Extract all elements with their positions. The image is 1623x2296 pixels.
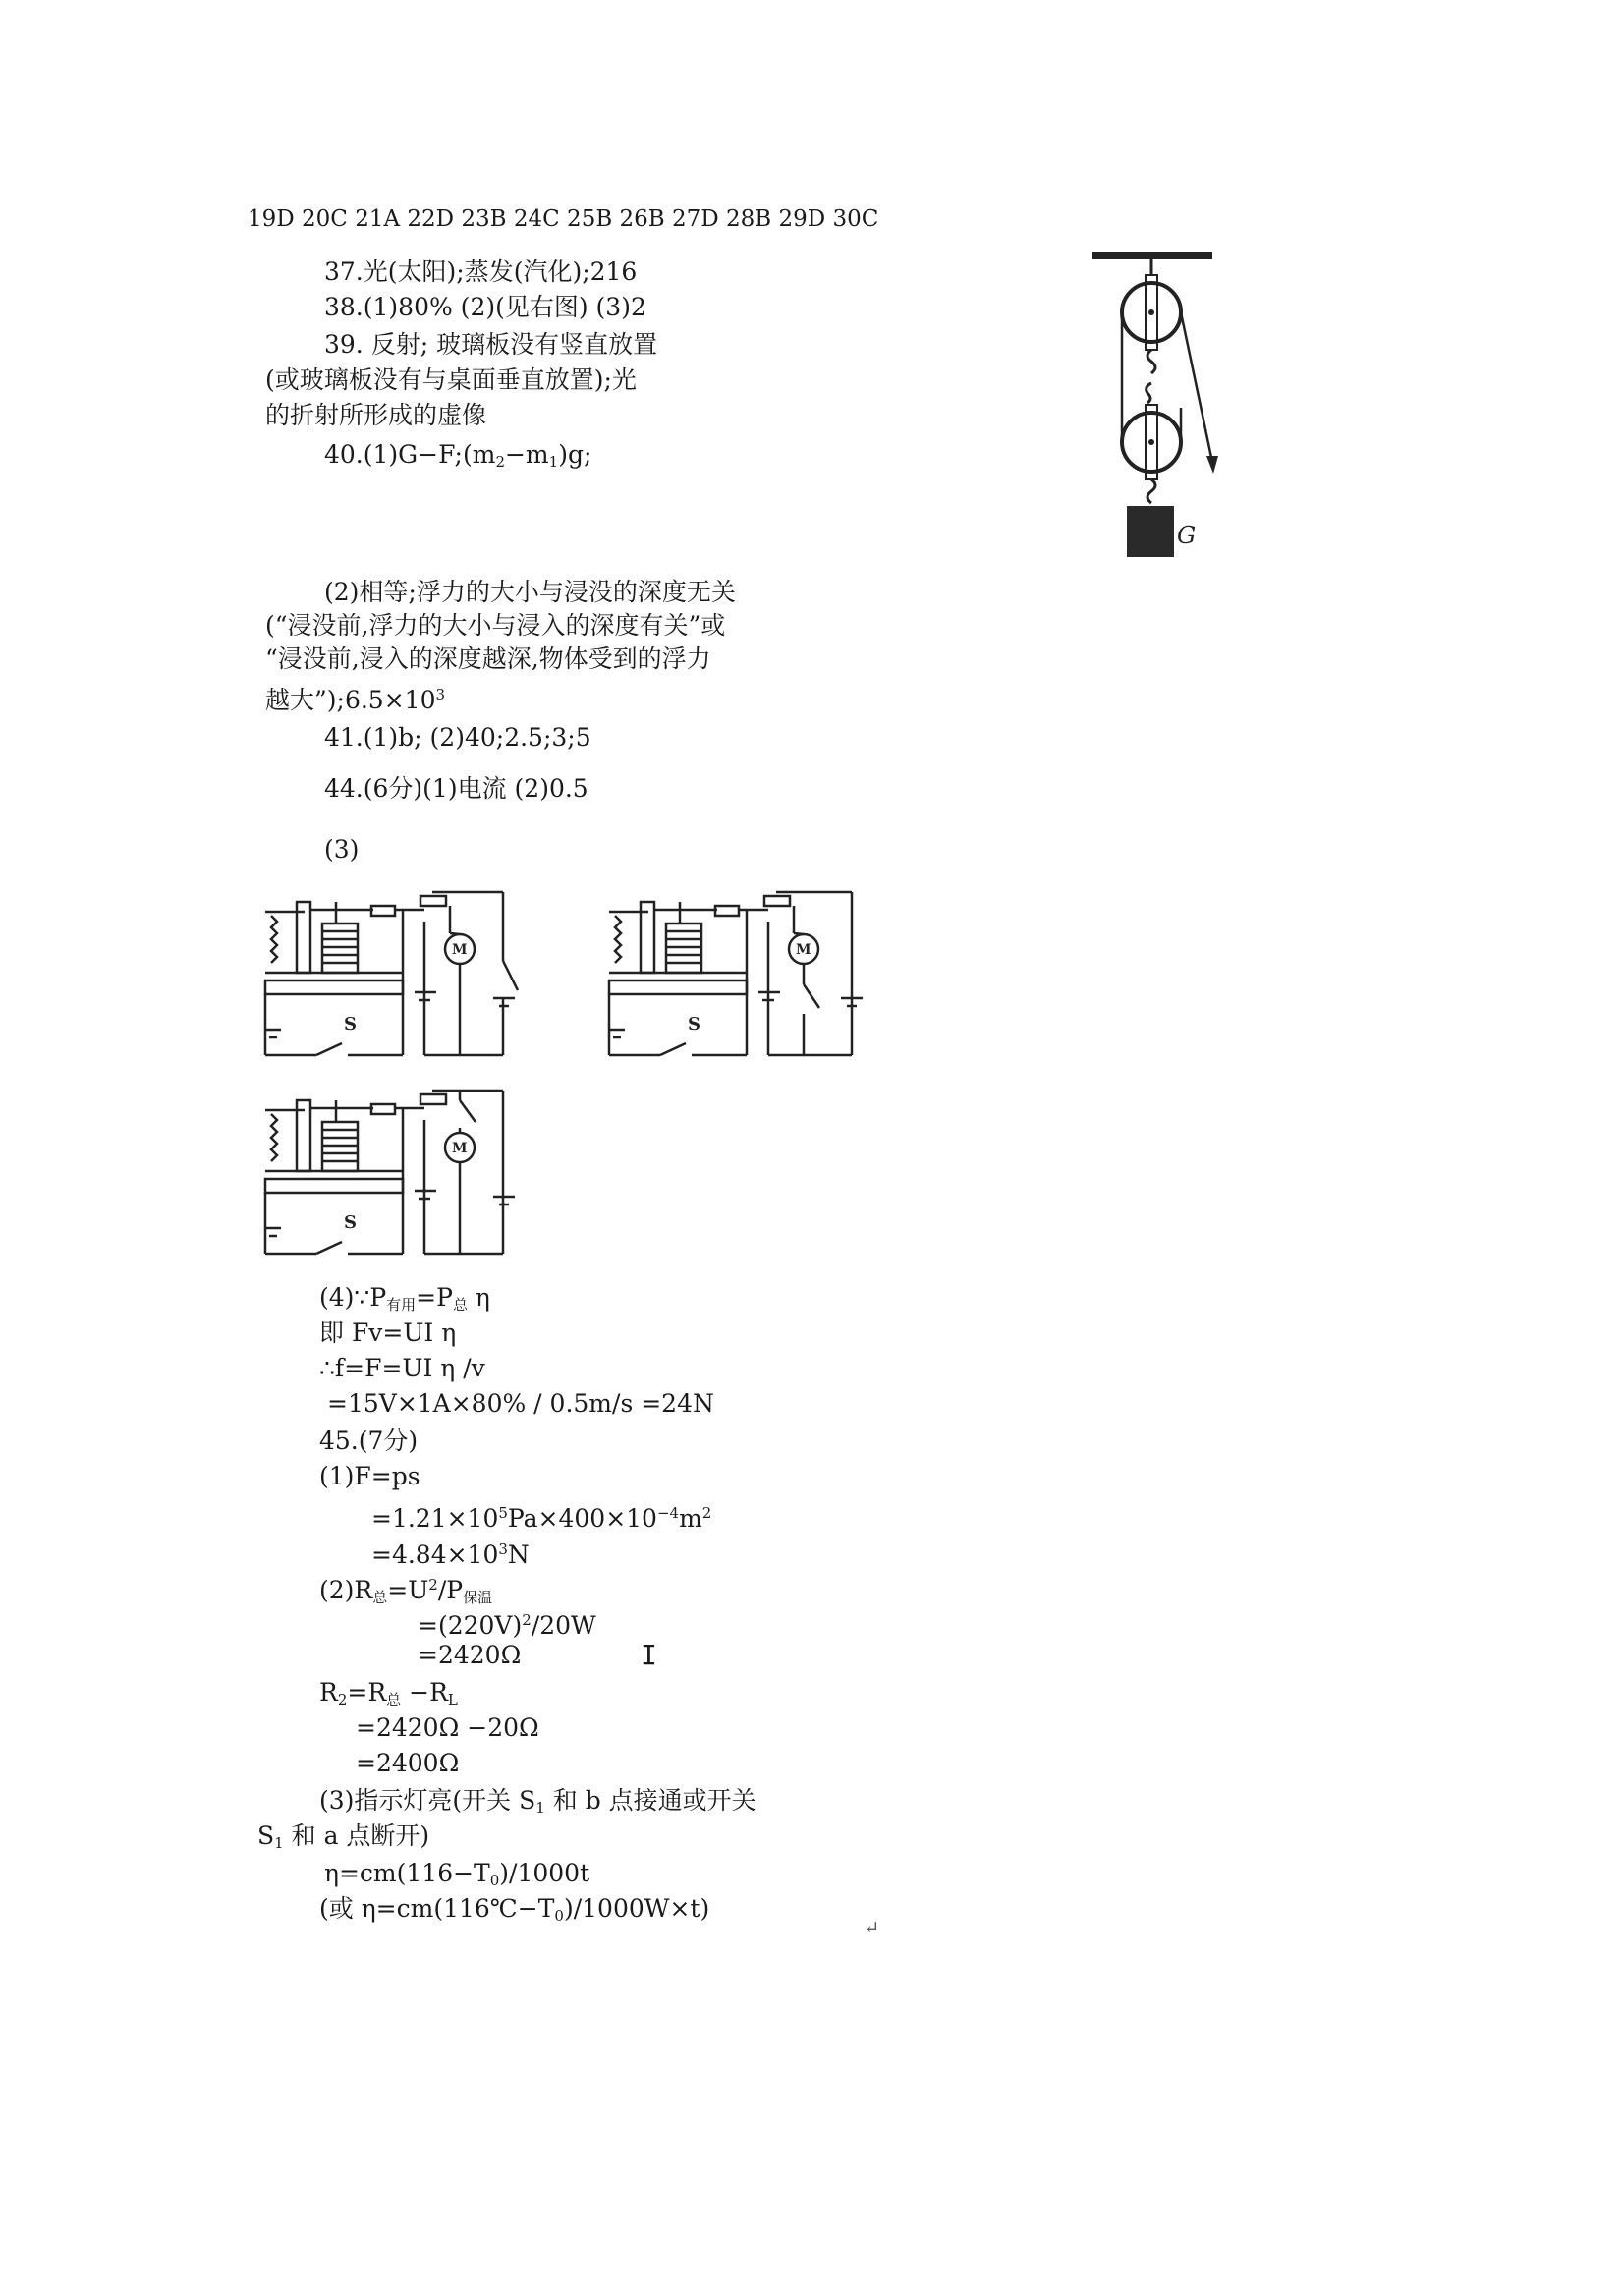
relay-circuit-2 (601, 882, 896, 1059)
motor-label: M (452, 942, 468, 958)
subscript: 0 (489, 1872, 500, 1889)
q45-part: (或 η=cm(116℃−T (319, 1894, 555, 1923)
q45-line1: (1)F=ps (319, 1462, 420, 1490)
q45-part: =4.84×10 (371, 1540, 499, 1569)
switch-label: S (344, 1212, 357, 1233)
ceiling-beam (1092, 252, 1212, 259)
superscript: 2 (701, 1504, 712, 1522)
subscript: 有用 (386, 1296, 417, 1314)
q44-line2: (3) (324, 835, 360, 864)
subscript: 2 (495, 453, 505, 471)
subscript: 1 (548, 453, 559, 471)
q40-line5 (265, 680, 445, 715)
q45-part: S (257, 1821, 275, 1850)
q45-part: (2)R (319, 1576, 373, 1604)
superscript: 5 (498, 1504, 508, 1522)
q44-part: (4)∵P (319, 1283, 387, 1312)
weight-block (1127, 506, 1174, 557)
q40-line2: (2)相等;浮力的大小与浸没的深度无关 (324, 578, 736, 606)
subscript: 2 (337, 1691, 348, 1708)
superscript: 3 (435, 686, 446, 703)
q45-part: m (679, 1504, 702, 1533)
superscript: 2 (428, 1576, 438, 1594)
q45-part: =R (347, 1678, 387, 1707)
return-mark: ↵ (865, 1918, 880, 1938)
q40-part: −m (504, 440, 549, 469)
q44-line4b: 即 Fv=UI η (319, 1318, 457, 1347)
switch-label: S (344, 1014, 357, 1035)
q41-answer: 41.(1)b; (2)40;2.5;3;5 (324, 723, 591, 752)
q45-part: Pa×400×10 (507, 1504, 657, 1533)
q44-line4c: ∴f=F=UI η /v (319, 1354, 485, 1382)
q45-line2 (371, 1498, 711, 1534)
pulley-figure (1081, 246, 1228, 570)
q45-part: =U (387, 1576, 429, 1604)
answers-line: 19D 20C 21A 22D 23B 24C 25B 26B 27D 28B 29D 30C (248, 206, 879, 232)
q45-part: −R (401, 1678, 448, 1707)
q45-line5 (418, 1605, 596, 1641)
q45-part: /P (437, 1576, 464, 1604)
q45-part: =(220V) (418, 1611, 523, 1640)
q44-line4a (319, 1283, 490, 1319)
q39-line3: 的折射所形成的虚像 (265, 401, 487, 429)
q45-part: η=cm(116−T (324, 1859, 490, 1887)
q45-part: 和 a 点断开) (283, 1821, 430, 1850)
q45-line10 (319, 1786, 756, 1822)
superscript: 2 (522, 1611, 532, 1629)
q45-part: /20W (531, 1611, 596, 1640)
text-cursor: I (641, 1639, 657, 1671)
motor-label: M (796, 942, 812, 958)
subscript: 保温 (463, 1589, 493, 1606)
q44-part: η (467, 1283, 490, 1312)
q45-part: N (507, 1540, 530, 1569)
q45-part: R (319, 1678, 338, 1707)
q39-line2: (或玻璃板没有与桌面垂直放置);光 (265, 365, 637, 394)
q44-part: =P (416, 1283, 453, 1312)
relay-circuit-1 (257, 882, 552, 1059)
q45-line7 (319, 1678, 458, 1714)
q45-line8: =2420Ω −20Ω (356, 1713, 539, 1742)
subscript: 总 (452, 1296, 468, 1314)
q45-part: (3)指示灯亮(开关 S (319, 1786, 536, 1815)
switch-label: S (688, 1014, 700, 1035)
subscript: 1 (274, 1834, 284, 1852)
q45-line13 (319, 1894, 709, 1931)
q37-answer: 37.光(太阳);蒸发(汽化);216 (324, 257, 638, 286)
q45-line11 (257, 1821, 429, 1858)
q45-part: )/1000t (499, 1859, 590, 1887)
q45-line9: =2400Ω (356, 1749, 460, 1777)
q39-line1: 39. 反射; 玻璃板没有竖直放置 (324, 330, 658, 359)
subscript: 总 (372, 1589, 388, 1606)
q45-line12 (324, 1859, 589, 1895)
q40-part: 越大”);6.5×10 (265, 686, 436, 714)
q45-line3 (371, 1535, 530, 1570)
q44-line1: 44.(6分)(1)电流 (2)0.5 (324, 774, 588, 803)
superscript: −4 (656, 1504, 680, 1522)
q40-line1 (324, 440, 591, 476)
superscript: 3 (498, 1540, 508, 1558)
q40-line3: (“浸没前,浮力的大小与浸入的深度有关”或 (265, 611, 726, 640)
q44-line4d: =15V×1A×80% / 0.5m/s =24N (327, 1389, 714, 1418)
q45-part: )/1000W×t) (563, 1894, 710, 1923)
q45-line6: =2420Ω (418, 1641, 522, 1669)
q40-part: )g; (558, 440, 592, 469)
relay-circuit-3 (257, 1081, 552, 1258)
subscript: 总 (386, 1691, 402, 1708)
q45-head: 45.(7分) (319, 1427, 419, 1455)
weight-label: G (1177, 522, 1197, 549)
subscript: L (447, 1691, 458, 1708)
motor-label: M (452, 1141, 468, 1156)
subscript: 0 (554, 1907, 564, 1925)
q40-line4: “浸没前,浸入的深度越深,物体受到的浮力 (265, 644, 711, 673)
q40-part: 40.(1)G−F;(m (324, 440, 496, 469)
q45-part: =1.21×10 (371, 1504, 499, 1533)
q45-part: 和 b 点接通或开关 (544, 1786, 756, 1815)
subscript: 1 (535, 1799, 545, 1817)
q38-answer: 38.(1)80% (2)(见右图) (3)2 (324, 293, 646, 321)
